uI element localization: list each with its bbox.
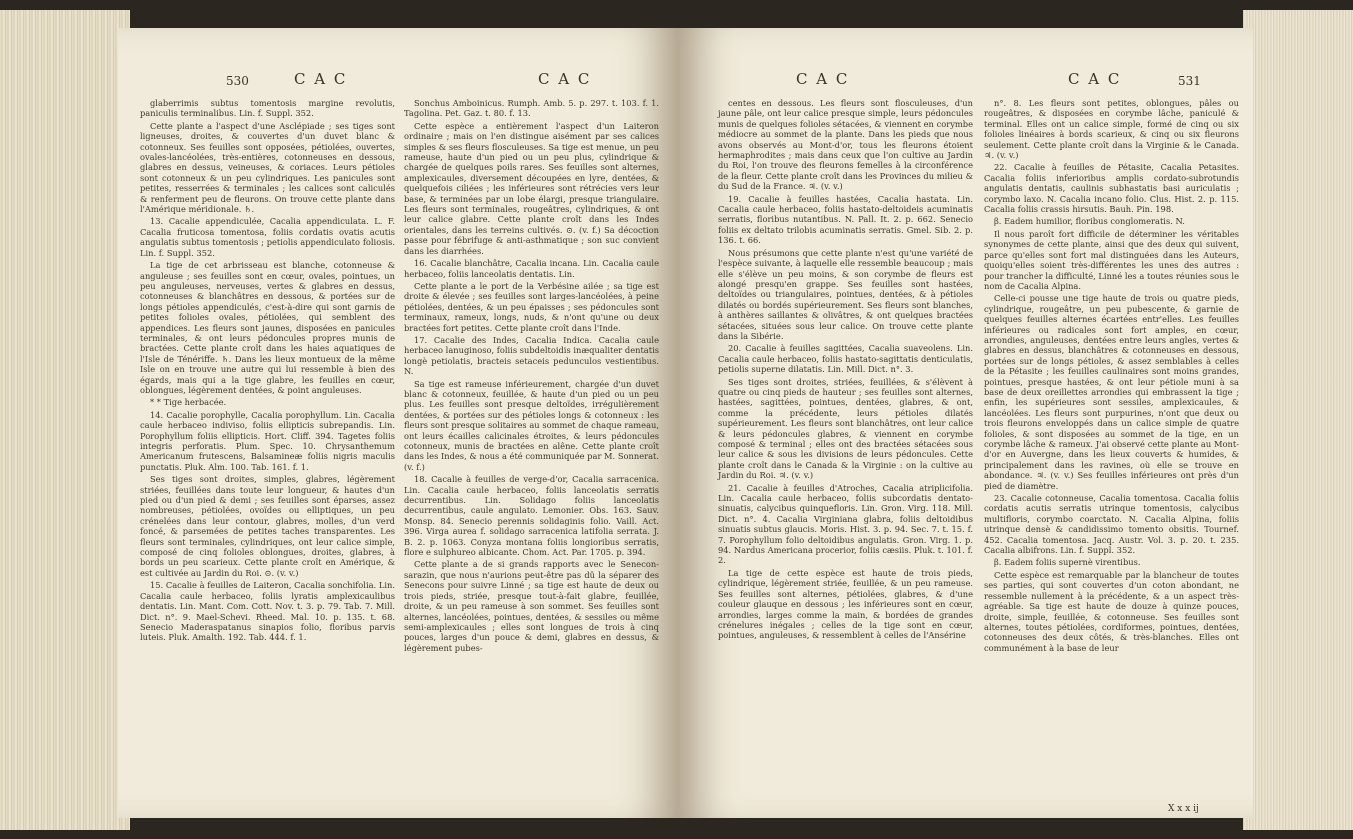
right-column-1 [718,98,973,643]
paragraph: Cette plante a l'aspect d'une Asclépiade ; ses tiges sont ligneuses, droites, & couvertes d'un duvet blanc & cotonneux. Ses feuilles sont opposées, pétiolées, ouvertes, ovales-lancéolées, très-entières, cotonneuses en dessous, glabres en dessus, veineuses, & coriaces. Leurs pétioles sont cotonneux & un peu cylindriques. Les panicules sont petites, resserrées & terminales ; les calices sont caliculés & renferment peu de fleurons. On trouve cette plante dans l'Amérique méridionale. ♄. [140,120,395,215]
left-running-head-1: C A C [294,70,348,88]
paragraph: 23. Cacalie cotonneuse, Cacalia tomentosa. Cacalia foliis cordatis acutis serratis utrinque tomentosis, calycibus multifloris, corymbo coarctato. N. Cacalia Alpina, foliis utrinque densè & candidissimo tomento obsitis. Tournef. 452. Cacalia tomentosa. Jacq. Austr. Vol. 3. p. 20. t. 235. Cacalia albifrons. Lin. f. Suppl. 352. [984,493,1239,556]
left-page [118,28,678,818]
paragraph: 21. Cacalie à feuilles d'Atroches, Cacalia atriplicifolia. Lin. Cacalia caule herbaceo, foliis subcordatis dentato-sinuatis, calycibus quinquefloris. Lin. Gron. Virg. 118. Mill. Dict. n°. 4. Cacalia Virginiana glabra, foliis deltoidibus sinuatis subtus glaucis. Moris. Hist. 3. p. 94. Sec. 7. t. 15. f. 7. Porophyllum folio deltoidibus angulatis. Gron. Virg. 1. p. 94. Nardus Americana procerior, foliis cæsiis. Pluk. t. 101. f. 2. [718,482,973,566]
paragraph: Cette plante a le port de la Verbésine ailée ; sa tige est droite & élevée ; ses feuilles sont larges-lancéolées, à peine pétiolées, dentées, & un peu épaisses ; ses pédoncules sont terminaux, rameux, longs, nuds, & n'ont qu'une ou deux bractées fort petites. Cette plante croît dans l'Inde. [404,280,659,333]
paragraph: * * Tige herbacée. [150,397,227,408]
signature-mark: X x x ij [1168,804,1199,814]
right-page [678,28,1253,818]
paragraph: β. Eadem humilior, floribus conglomeratis. N. [994,216,1185,227]
paragraph: 15. Cacalie à feuilles de Laiteron, Cacalia sonchifolia. Lin. Cacalia caule herbaceo, foliis lyratis amplexicaulibus dentatis. Lin. Mant. Com. Cott. Nov. t. 3. p. 79. Tab. 7. Mill. Dict. n°. 9. Mael-Schevi. Rheed. Mal. 10. p. 135. t. 68. Senecio Maderaspatanus sinapios folio, floribus parvis luteis. Pluk. Amalth. 192. Tab. 444. f. 1. [140,580,395,643]
paragraph: n°. 8. Les fleurs sont petites, oblongues, pâles ou rougeâtres, & disposées en corymbe lâche, paniculé & terminal. Elles ont un calice simple, formé de cinq ou six folioles linéaires à bords scarieux, & cinq ou six fleurons seulement. Cette plante croît dans la Virginie & le Canada. ♃. (v. v.) [984,98,1239,161]
paragraph: Cette espèce a entièrement l'aspect d'un Laiteron ordinaire ; mais on l'en distingue aisément par ses calices simples & ses fleurs flosculeuses. Sa tige est menue, un peu rameuse, haute d'un pied ou un peu plus, cylindrique & chargée de quelques poils rares. Ses feuilles sont alternes, amplexicaules, diversement découpées en lyre, dentées, & quelquefois ciliées ; les inférieures sont rétrécies vers leur base, & terminées par un lobe élargi, presque triangulaire. Les fleurs sont terminales, rougeâtres, cylindriques, & ont leur calice glabre. Cette plante croît dans les Indes orientales, dans les terreins cultivés. ⊙. (v. f.) Sa décoction passe pour fébrifuge & anti-asthmatique ; son suc convient dans les diarrhées. [404,120,659,256]
paragraph: 19. Cacalie à feuilles hastées, Cacalia hastata. Lin. Cacalia caule herbaceo, foliis hastato-deltoideis acuminatis serratis, floribus nutantibus. N. Pall. It. 2. p. 662. Senecio foliis ex deltato trilobis acuminatis serratis. Gmel. Sib. 2. p. 136. t. 66. [718,193,973,246]
paragraph: 18. Cacalie à feuilles de verge-d'or, Cacalia sarracenica. Lin. Cacalia caule herbaceo, foliis lanceolatis serratis decurrentibus. Lin. Solidago foliis lanceolatis decurrentibus, caule angulato. Lemonier. Obs. 163. Sauv. Monsp. 84. Senecio perennis solidaginis folio. Vaill. Act. 396. Virga aurea f. solidago sarracenica latifolia serrata. J. B. 2. p. 1063. Conyza montana foliis longioribus serratis, flore e sulphureo albicante. Chom. Act. Par. 1705. p. 394. [404,474,659,558]
paragraph: Cette plante a de si grands rapports avec le Senecon-sarazin, que nous n'aurions peut-être pas dû la séparer des Senecons pour suivre Linné ; sa tige est haute de deux ou trois pieds, striée, presque tout-à-fait glabre, feuillée, droite, & un peu rameuse à son sommet. Ses feuilles sont alternes, lancéolées, pointues, dentées, & sessiles ou même semi-amplexicaules ; elles sont longues de trois à cinq pouces, larges d'un pouce & demi, glabres en dessus, & légèrement pubes- [404,559,659,653]
paragraph: Ses tiges sont droites, striées, feuillées, & s'élèvent à quatre ou cinq pieds de hauteur ; ses feuilles sont alternes, hastées, sagittées, pointues, dentées, glabres, & ont, comme la précédente, leurs pétioles dilatés supérieurement. Les fleurs sont blanchâtres, ont leur calice & leurs pédoncules glabres, & viennent en corymbe composé & terminal ; elles ont des bractées sétacées sous leur calice & sous les divisions de leurs pédoncules. Cette plante croît dans le Canada & la Virginie : on la cultive au Jardin du Roi. ♃. (v. v.) [718,376,973,481]
left-running-head-2: C A C [538,70,592,88]
right-running-head-1: C A C [796,70,850,88]
right-page-edges [1243,10,1353,830]
right-column-2 [984,98,1239,655]
paragraph: Celle-ci pousse une tige haute de trois ou quatre pieds, cylindrique, rougeâtre, un peu pubescente, & garnie de quelques feuilles alternes écartées entr'elles. Les feuilles inférieures ou radicales sont fort amples, en cœur, arrondies, anguleuses, dentées entre leurs angles, vertes & glabres en dessus, blanchâtres & cotonneuses en dessous, portées sur de longs pétioles, & assez semblables à celles de la Pétasite ; les feuilles caulinaires sont moins grandes, pointues, presque hastées, & ont leur pétiole muni à sa base de deux oreillettes arrondies qui embrassent la tige ; enfin, les supérieures sont sessiles, amplexicaules, & lancéolées. Les fleurs sont purpurines, n'ont que deux ou trois fleurons enveloppés dans un calice simple de quatre folioles, & sont disposées au sommet de la tige, en un corymbe lâche & rameux. J'ai observé cette plante au Mont-d'or en Auvergne, dans les lieux couverts & humides, & principalement dans les ravines, où elle se trouve en abondance. ♃. (v. v.) Ses feuilles inférieures ont près d'un pied de diamètre. [984,293,1239,491]
paragraph: Cette espèce est remarquable par la blancheur de toutes ses parties, qui sont couvertes d'un coton abondant, ne ressemble nullement à la précédente, & a un aspect très-agréable. Sa tige est haute de douze à quinze pouces, droite, simple, feuillée, & cotonneuse. Ses feuilles sont alternes, toutes pétiolées, cordiformes, pointues, dentées, cotonneuses des deux côtés, & très-blanches. Elles ont communément à la base de leur [984,569,1239,653]
left-column-2 [404,98,659,655]
paragraph: β. Eadem foliis supernè virentibus. [994,557,1141,568]
right-page-number: 531 [1178,74,1201,88]
paragraph: 22. Cacalie à feuilles de Pétasite, Cacalia Petasites. Cacalia foliis inferioribus amplis cordato-subrotundis angulatis dentatis, caulinis subhastatis basi auriculatis ; corymbo laxo. N. Cacalia incano folio. Clus. Hist. 2. p. 115. Cacalia foliis crassis hirsutis. Bauh. Pin. 198. [984,162,1239,215]
paragraph: 20. Cacalie à feuilles sagittées, Cacalia suaveolens. Lin. Cacalia caule herbaceo, foliis hastato-sagittatis denticulatis, petiolis superne dilatatis. Lin. Mill. Dict. n°. 3. [718,343,973,375]
paragraph: Nous présumons que cette plante n'est qu'une variété de l'espèce suivante, à laquelle elle ressemble beaucoup ; mais elle s'élève un peu moins, & son corymbe de fleurs est alongé presqu'en grappe. Ses feuilles sont hastées, deltoïdes ou triangulaires, pointues, dentées, & à pétioles dilatés ou bordés supérieurement. Ses fleurs sont blanches, à anthères saillantes & olivâtres, & ont quelques bractées sétacées, situées sous leur calice. On trouve cette plante dans la Sibérie. [718,247,973,341]
paragraph: 16. Cacalie blanchâtre, Cacalia incana. Lin. Cacalia caule herbaceo, foliis lanceolatis dentatis. Lin. [404,258,659,279]
paragraph: Ses tiges sont droites, simples, glabres, légèrement striées, feuillées dans toute leur longueur, & hautes d'un pied ou d'un pied & demi ; ses feuilles sont éparses, assez nombreuses, pétiolées, ovoïdes ou elliptiques, un peu crénelées dans leur contour, glabres, molles, d'un verd foncé, & parsemées de petites taches transparentes. Les fleurs sont terminales, cylindriques, ont leur calice simple, composé de cinq folioles oblongues, droites, glabres, à bords un peu scarieux. Cette plante croît en Amérique, & est cultivée au Jardin du Roi. ⊙. (v. v.) [140,474,395,578]
paragraph: Sonchus Amboinicus. Rumph. Amb. 5. p. 297. t. 103. f. 1. Tagolina. Pet. Gaz. t. 80. f. 13. [404,98,659,119]
paragraph: 14. Cacalie porophylle, Cacalia porophyllum. Lin. Cacalia caule herbaceo indiviso, foliis ellipticis subrepandis. Lin. Porophyllum foliis ellipticis. Hort. Cliff. 394. Tagetes foliis integris perforatis. Plum. Spec. 10. Chrysanthemum Americanum frutescens, Balsamineæ foliis nigris maculis punctatis. Pluk. Alm. 100. Tab. 161. f. 1. [140,409,395,472]
paragraph: glaberrimis subtus tomentosis margine revolutis, paniculis terminalibus. Lin. f. Suppl. 352. [140,98,395,119]
paragraph: La tige de cette espèce est haute de trois pieds, cylindrique, légèrement striée, feuillée, & un peu rameuse. Ses feuilles sont alternes, pétiolées, glabres, & d'une couleur glauque en dessous ; les inférieures sont en cœur, arrondies, larges comme la main, & bordées de grandes crénelures inégales ; celles de la tige sont en cœur, pointues, anguleuses, & ressemblent à celles de l'Ansérine [718,567,973,641]
paragraph: 13. Cacalie appendiculée, Cacalia appendiculata. L. F. Cacalia fruticosa tomentosa, foliis cordatis ovatis acutis angulatis subtus tomentosis ; petiolis appendiculato foliosis. Lin. f. Suppl. 352. [140,216,395,258]
left-page-number: 530 [226,74,249,88]
paragraph: centes en dessous. Les fleurs sont flosculeuses, d'un jaune pâle, ont leur calice presque simple, leurs pédoncules munis de quelques folioles sétacées, & viennent en corymbe médiocre au sommet de la plante. Dans les pieds que nous avons observés au Mont-d'or, tous les fleurons étoient hermaphrodites ; mais dans ceux que l'on cultive au Jardin du Roi, l'on trouve des fleurons femelles à la circonférence de la fleur. Cette plante croît dans les Provinces du milieu & du Sud de la France. ♃. (v. v.) [718,98,973,192]
paragraph: Sa tige est rameuse inférieurement, chargée d'un duvet blanc & cotonneux, feuillée, & haute d'un pied ou un peu plus. Les feuilles sont presque deltoïdes, irrégulièrement dentées, & portées sur des pétioles longs & cotonneux : les fleurs sont presque solitaires au sommet de chaque rameau, ont leurs écailles calicinales étroites, & leurs pédoncules cotonneux, munis de bractées en alêne. Cette plante croît dans les Indes, & nous a été communiquée par M. Sonnerat. (v. f.) [404,378,659,472]
right-running-head-2: C A C [1068,70,1122,88]
paragraph: Il nous paroît fort difficile de déterminer les véritables synonymes de cette plante, ainsi que des deux qui suivent, parce qu'elles sont fort mal distinguées dans les Auteurs, quoiqu'elles soient très-différentes les unes des autres : pour trancher la difficulté, Linné les a toutes réunies sous le nom de Cacalia Alpina. [984,228,1239,291]
left-column-1 [140,98,395,645]
paragraph: La tige de cet arbrisseau est blanche, cotonneuse & anguleuse ; ses feuilles sont en cœur, ovales, pointues, un peu anguleuses, nerveuses, vertes & glabres en dessus, cotonneuses & blanchâtres en dessous, & portées sur de longs pétioles appendiculés, c'est-à-dire qui sont garnis de petites folioles ovales, pétiolées, qui semblent des appendices. Les fleurs sont jaunes, disposées en panicules terminales, & ont leurs pédoncules propres munis de bractées. Cette plante croît dans les haies aquatiques de l'Isle de Ténériffe. ♄. Dans les lieux montueux de la même Isle on en trouve une autre qui lui ressemble à bien des égards, mais qui a la tige glabre, les feuilles en cœur, oblongues, légèrement dentées, & point anguleuses. [140,260,395,395]
paragraph: 17. Cacalie des Indes, Cacalia Indica. Cacalia caule herbaceo lanuginoso, foliis subdeltoidis inæqualiter dentatis longè petiolatis, bracteis setaceis pedunculos vestientibus. N. [404,334,659,377]
left-page-edges [0,10,130,830]
